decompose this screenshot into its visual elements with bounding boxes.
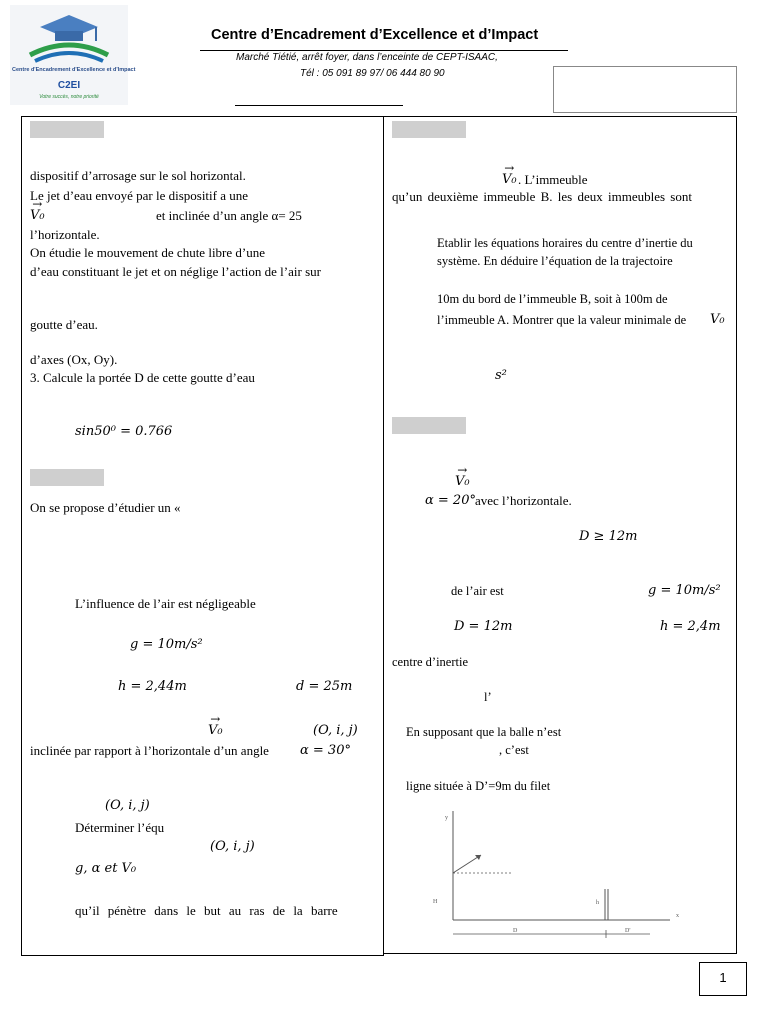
ex3-vo: V₀ bbox=[710, 312, 725, 327]
projectile-figure bbox=[425, 805, 695, 945]
ex4-line-7: ligne située à D’=9m du filet bbox=[406, 779, 551, 793]
logo-slogan: Votre succès, notre priorité bbox=[39, 94, 99, 100]
ex2-line-1: On se propose d’étudier un « bbox=[30, 500, 181, 515]
figure-net-label: h bbox=[596, 900, 599, 906]
header-phone: Tél : 05 091 89 97/ 06 444 80 90 bbox=[300, 68, 445, 79]
ex2-alpha: α = 30° bbox=[300, 743, 351, 758]
ex2-line-5: qu’il pénètre dans le but au ras de la barre bbox=[75, 903, 338, 918]
ex2-distance: d = 25m bbox=[296, 679, 353, 694]
figure-launch-vector bbox=[453, 855, 481, 873]
ex1-line-4: l’horizontale. bbox=[30, 227, 100, 242]
figure-h-label: H bbox=[433, 899, 438, 905]
exercise-3-heading-mask bbox=[392, 121, 466, 138]
ex1-line-8: d’axes (Ox, Oy). bbox=[30, 352, 118, 367]
ex3-line-2: qu’un deuxième immeuble B. les deux immeubles sont bbox=[392, 189, 692, 204]
ex1-line-7: goutte d’eau. bbox=[30, 317, 98, 332]
ex4-line-1: avec l’horizontale. bbox=[475, 493, 572, 508]
ex3-v0-vector: → V₀ bbox=[502, 172, 517, 188]
exercise-2-heading-mask bbox=[30, 469, 104, 486]
ex3-line-1b: . L’immeuble bbox=[518, 172, 588, 187]
logo bbox=[10, 5, 136, 105]
ex4-line-5: En supposant que la balle n’est bbox=[406, 725, 562, 739]
ex2-frame-1: (O, i, j) bbox=[313, 723, 358, 738]
ex2-v0-vector: → V₀ bbox=[208, 723, 223, 739]
logo-name-line: Centre d'Encadrement d'Excellence et d'Impact bbox=[12, 67, 136, 73]
ex1-line-9: 3. Calcule la portée D de cette goutte d’eau bbox=[30, 370, 255, 385]
ex1-line-6: d’eau constituant le jet et on néglige l’action de l’air sur bbox=[30, 264, 321, 279]
figure-y-label: y bbox=[445, 815, 448, 821]
ex1-line-1: dispositif d’arrosage sur le sol horizontal. bbox=[30, 168, 246, 183]
ex2-v0 bbox=[208, 723, 223, 739]
figure-x-label: x bbox=[676, 913, 679, 919]
logo-graduation-cap-icon bbox=[10, 5, 128, 65]
ex2-gravity: g = 10m/s² bbox=[130, 637, 203, 652]
ex4-dmin: D ≥ 12m bbox=[579, 529, 638, 544]
header-underline bbox=[235, 105, 403, 106]
ex3-v0 bbox=[502, 172, 517, 188]
logo-acronym: C2EI bbox=[57, 80, 81, 91]
ex2-frame-3: (O, i, j) bbox=[210, 839, 255, 854]
exercise-4-heading-mask bbox=[392, 417, 466, 434]
ex4-line-4: l’ bbox=[484, 690, 492, 704]
ex2-line-2: L’influence de l’air est négligeable bbox=[75, 596, 256, 611]
ex1-v0 bbox=[30, 208, 45, 224]
ex3-line-3: Etablir les équations horaires du centre d’inertie du bbox=[437, 236, 693, 250]
figure-launch-arrowhead bbox=[475, 855, 481, 860]
ex2-line-4: Déterminer l’équ bbox=[75, 820, 165, 835]
header-title: Centre d’Encadrement d’Excellence et d’Impact bbox=[211, 27, 539, 43]
ex2-frame-2: (O, i, j) bbox=[105, 798, 150, 813]
ex4-D: D = 12m bbox=[454, 619, 513, 634]
header-empty-box bbox=[553, 66, 737, 113]
ex1-line-2: Le jet d’eau envoyé par le dispositif a une bbox=[30, 188, 249, 203]
ex4-gravity: g = 10m/s² bbox=[648, 583, 721, 598]
ex2-params: g, α et V₀ bbox=[75, 861, 137, 876]
ex4-line-3: centre d’inertie bbox=[392, 655, 468, 669]
header-rule bbox=[200, 50, 568, 51]
ex1-line-5: On étudie le mouvement de chute libre d’une bbox=[30, 245, 266, 260]
header-address: Marché Tiétié, arrêt foyer, dans l’enceinte de CEPT-ISAAC, bbox=[236, 52, 498, 63]
ex1-line-3b: et inclinée d’un angle α= 25 bbox=[156, 208, 302, 223]
ex4-v0 bbox=[455, 474, 470, 490]
ex4-line-6: , c’est bbox=[499, 743, 529, 757]
exercise-1-heading-mask bbox=[30, 121, 104, 138]
ex4-v0-vector: → V₀ bbox=[455, 474, 470, 490]
figure-dprime-label: D' bbox=[625, 928, 631, 934]
ex4-alpha: α = 20° bbox=[425, 493, 476, 508]
ex3-s2: s² bbox=[495, 368, 507, 383]
ex4-h: h = 2,4m bbox=[660, 619, 721, 634]
page-number: 1 bbox=[719, 970, 727, 985]
ex3-line-6: l’immeuble A. Montrer que la valeur minimale de bbox=[437, 313, 687, 327]
ex2-height: h = 2,44m bbox=[118, 679, 187, 694]
ex3-line-5: 10m du bord de l’immeuble B, soit à 100m de bbox=[437, 292, 668, 306]
ex1-sin-value: sin50⁰ = 0.766 bbox=[75, 424, 173, 439]
ex4-line-2: de l’air est bbox=[451, 584, 504, 598]
ex3-line-4: système. En déduire l’équation de la trajectoire bbox=[437, 254, 673, 268]
ex2-line-3: inclinée par rapport à l’horizontale d’un angle bbox=[30, 743, 269, 758]
ex1-v0-vector: → V₀ bbox=[30, 208, 45, 224]
figure-d-label: D bbox=[513, 928, 518, 934]
